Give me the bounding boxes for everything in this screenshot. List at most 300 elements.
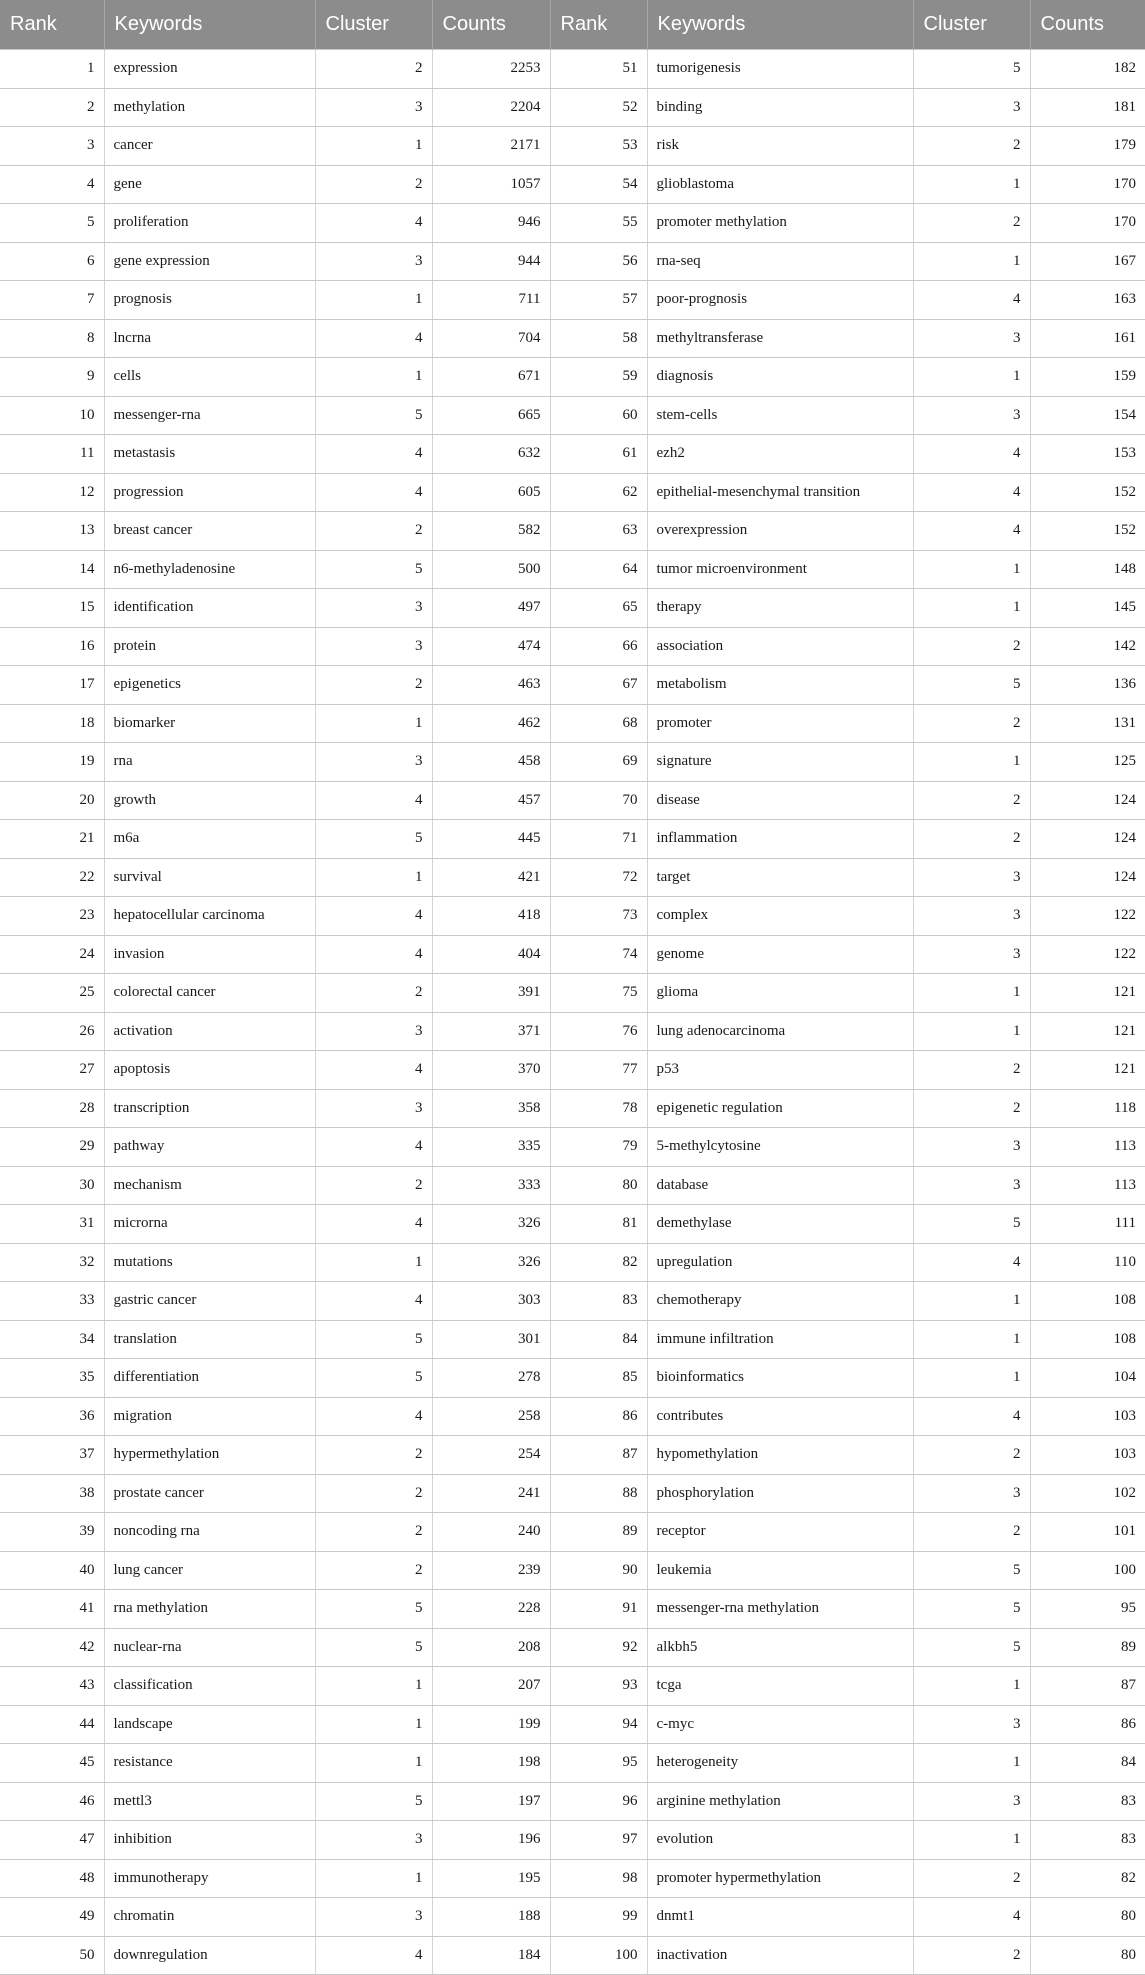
table-row bbox=[0, 1282, 1145, 1321]
cell-cluster-right: 1 bbox=[913, 1320, 1030, 1359]
cell-count-left: 500 bbox=[432, 550, 550, 589]
cell-count-left: 335 bbox=[432, 1128, 550, 1167]
cell-count-left: 605 bbox=[432, 473, 550, 512]
cell-rank-left: 4 bbox=[0, 165, 104, 204]
cell-count-right: 161 bbox=[1030, 319, 1145, 358]
cell-cluster-right: 3 bbox=[913, 88, 1030, 127]
cell-keyword-left: nuclear-rna bbox=[104, 1628, 315, 1667]
cell-cluster-left: 4 bbox=[315, 1128, 432, 1167]
cell-count-right: 113 bbox=[1030, 1128, 1145, 1167]
cell-keyword-left: prostate cancer bbox=[104, 1474, 315, 1513]
cell-rank-right: 88 bbox=[550, 1474, 647, 1513]
cell-count-left: 326 bbox=[432, 1243, 550, 1282]
cell-count-right: 103 bbox=[1030, 1397, 1145, 1436]
cell-rank-right: 59 bbox=[550, 358, 647, 397]
table-row bbox=[0, 281, 1145, 320]
cell-rank-right: 84 bbox=[550, 1320, 647, 1359]
cell-count-right: 145 bbox=[1030, 589, 1145, 628]
cell-count-right: 122 bbox=[1030, 935, 1145, 974]
cell-cluster-right: 5 bbox=[913, 1205, 1030, 1244]
cell-rank-left: 22 bbox=[0, 858, 104, 897]
cell-rank-left: 42 bbox=[0, 1628, 104, 1667]
cell-count-right: 131 bbox=[1030, 704, 1145, 743]
table-row bbox=[0, 1012, 1145, 1051]
cell-rank-left: 15 bbox=[0, 589, 104, 628]
cell-keyword-left: growth bbox=[104, 781, 315, 820]
cell-count-left: 358 bbox=[432, 1089, 550, 1128]
cell-rank-right: 96 bbox=[550, 1782, 647, 1821]
cell-rank-right: 93 bbox=[550, 1667, 647, 1706]
cell-cluster-right: 5 bbox=[913, 1551, 1030, 1590]
cell-cluster-right: 1 bbox=[913, 550, 1030, 589]
table-row bbox=[0, 88, 1145, 127]
cell-count-right: 110 bbox=[1030, 1243, 1145, 1282]
cell-keyword-right: promoter methylation bbox=[647, 204, 913, 243]
cell-rank-left: 29 bbox=[0, 1128, 104, 1167]
cell-count-right: 84 bbox=[1030, 1744, 1145, 1783]
cell-keyword-left: protein bbox=[104, 627, 315, 666]
cell-cluster-right: 1 bbox=[913, 1821, 1030, 1860]
cell-count-right: 170 bbox=[1030, 204, 1145, 243]
cell-count-left: 197 bbox=[432, 1782, 550, 1821]
cell-rank-left: 48 bbox=[0, 1859, 104, 1898]
table-row bbox=[0, 165, 1145, 204]
table-row bbox=[0, 1859, 1145, 1898]
cell-count-left: 474 bbox=[432, 627, 550, 666]
cell-keyword-left: cells bbox=[104, 358, 315, 397]
cell-rank-right: 78 bbox=[550, 1089, 647, 1128]
cell-count-left: 463 bbox=[432, 666, 550, 705]
cell-cluster-left: 5 bbox=[315, 1782, 432, 1821]
cell-count-right: 182 bbox=[1030, 50, 1145, 89]
cell-cluster-right: 2 bbox=[913, 820, 1030, 859]
cell-rank-left: 31 bbox=[0, 1205, 104, 1244]
cell-keyword-right: binding bbox=[647, 88, 913, 127]
cell-count-right: 124 bbox=[1030, 781, 1145, 820]
cell-rank-left: 9 bbox=[0, 358, 104, 397]
cell-keyword-right: stem-cells bbox=[647, 396, 913, 435]
cell-count-left: 665 bbox=[432, 396, 550, 435]
table-row bbox=[0, 1359, 1145, 1398]
cell-count-left: 254 bbox=[432, 1436, 550, 1475]
cell-keyword-left: mutations bbox=[104, 1243, 315, 1282]
cell-cluster-right: 4 bbox=[913, 1243, 1030, 1282]
cell-cluster-left: 4 bbox=[315, 897, 432, 936]
cell-keyword-right: upregulation bbox=[647, 1243, 913, 1282]
cell-cluster-left: 5 bbox=[315, 820, 432, 859]
cell-count-left: 497 bbox=[432, 589, 550, 628]
cell-rank-right: 94 bbox=[550, 1705, 647, 1744]
cell-keyword-right: epithelial-mesenchymal transition bbox=[647, 473, 913, 512]
cell-keyword-left: chromatin bbox=[104, 1898, 315, 1937]
cell-rank-right: 91 bbox=[550, 1590, 647, 1629]
cell-rank-right: 53 bbox=[550, 127, 647, 166]
table-row bbox=[0, 1898, 1145, 1937]
cell-cluster-left: 3 bbox=[315, 242, 432, 281]
cell-keyword-left: migration bbox=[104, 1397, 315, 1436]
table-row bbox=[0, 50, 1145, 89]
cell-cluster-left: 5 bbox=[315, 1359, 432, 1398]
table-row bbox=[0, 627, 1145, 666]
cell-count-right: 108 bbox=[1030, 1282, 1145, 1321]
cell-cluster-right: 1 bbox=[913, 743, 1030, 782]
cell-keyword-left: gene expression bbox=[104, 242, 315, 281]
cell-count-left: 198 bbox=[432, 1744, 550, 1783]
cell-keyword-right: diagnosis bbox=[647, 358, 913, 397]
cell-keyword-left: immunotherapy bbox=[104, 1859, 315, 1898]
table-row bbox=[0, 358, 1145, 397]
cell-keyword-left: n6-methyladenosine bbox=[104, 550, 315, 589]
cell-rank-right: 75 bbox=[550, 974, 647, 1013]
cell-cluster-right: 4 bbox=[913, 435, 1030, 474]
cell-rank-left: 49 bbox=[0, 1898, 104, 1937]
cell-rank-left: 27 bbox=[0, 1051, 104, 1090]
cell-cluster-right: 2 bbox=[913, 627, 1030, 666]
cell-cluster-right: 4 bbox=[913, 1397, 1030, 1436]
cell-cluster-left: 5 bbox=[315, 396, 432, 435]
cell-rank-right: 81 bbox=[550, 1205, 647, 1244]
cell-cluster-right: 3 bbox=[913, 1128, 1030, 1167]
cell-count-right: 95 bbox=[1030, 1590, 1145, 1629]
cell-cluster-left: 4 bbox=[315, 1051, 432, 1090]
cell-keyword-right: chemotherapy bbox=[647, 1282, 913, 1321]
cell-cluster-right: 4 bbox=[913, 512, 1030, 551]
cell-keyword-right: inflammation bbox=[647, 820, 913, 859]
table-row bbox=[0, 858, 1145, 897]
cell-keyword-left: breast cancer bbox=[104, 512, 315, 551]
cell-count-right: 181 bbox=[1030, 88, 1145, 127]
cell-cluster-right: 1 bbox=[913, 242, 1030, 281]
cell-rank-left: 37 bbox=[0, 1436, 104, 1475]
cell-keyword-right: inactivation bbox=[647, 1936, 913, 1975]
cell-keyword-left: classification bbox=[104, 1667, 315, 1706]
cell-rank-right: 54 bbox=[550, 165, 647, 204]
table-row bbox=[0, 897, 1145, 936]
cell-cluster-right: 1 bbox=[913, 1359, 1030, 1398]
cell-keyword-left: metastasis bbox=[104, 435, 315, 474]
cell-keyword-right: database bbox=[647, 1166, 913, 1205]
cell-cluster-right: 2 bbox=[913, 704, 1030, 743]
cell-cluster-right: 3 bbox=[913, 897, 1030, 936]
cell-cluster-right: 3 bbox=[913, 935, 1030, 974]
cell-rank-left: 45 bbox=[0, 1744, 104, 1783]
cell-rank-left: 18 bbox=[0, 704, 104, 743]
cell-cluster-left: 1 bbox=[315, 1667, 432, 1706]
cell-rank-right: 66 bbox=[550, 627, 647, 666]
cell-keyword-left: expression bbox=[104, 50, 315, 89]
header-cluster-left: Cluster bbox=[315, 0, 432, 50]
table-row bbox=[0, 204, 1145, 243]
table-row bbox=[0, 1089, 1145, 1128]
cell-count-left: 2253 bbox=[432, 50, 550, 89]
table-row bbox=[0, 1551, 1145, 1590]
cell-cluster-left: 2 bbox=[315, 1551, 432, 1590]
cell-cluster-right: 3 bbox=[913, 1782, 1030, 1821]
cell-rank-left: 7 bbox=[0, 281, 104, 320]
table-row bbox=[0, 820, 1145, 859]
cell-rank-right: 62 bbox=[550, 473, 647, 512]
cell-count-right: 152 bbox=[1030, 512, 1145, 551]
header-keywords-right: Keywords bbox=[647, 0, 913, 50]
cell-keyword-right: p53 bbox=[647, 1051, 913, 1090]
table-row bbox=[0, 127, 1145, 166]
cell-rank-left: 44 bbox=[0, 1705, 104, 1744]
cell-rank-right: 68 bbox=[550, 704, 647, 743]
cell-rank-left: 1 bbox=[0, 50, 104, 89]
cell-count-left: 241 bbox=[432, 1474, 550, 1513]
cell-cluster-left: 1 bbox=[315, 281, 432, 320]
cell-count-left: 303 bbox=[432, 1282, 550, 1321]
table-row bbox=[0, 1590, 1145, 1629]
cell-keyword-right: therapy bbox=[647, 589, 913, 628]
cell-rank-left: 19 bbox=[0, 743, 104, 782]
cell-keyword-left: methylation bbox=[104, 88, 315, 127]
cell-cluster-right: 2 bbox=[913, 1936, 1030, 1975]
cell-keyword-right: complex bbox=[647, 897, 913, 936]
cell-count-left: 946 bbox=[432, 204, 550, 243]
cell-rank-right: 56 bbox=[550, 242, 647, 281]
cell-rank-left: 17 bbox=[0, 666, 104, 705]
cell-rank-left: 33 bbox=[0, 1282, 104, 1321]
cell-count-right: 153 bbox=[1030, 435, 1145, 474]
cell-count-right: 89 bbox=[1030, 1628, 1145, 1667]
cell-count-right: 125 bbox=[1030, 743, 1145, 782]
cell-keyword-right: demethylase bbox=[647, 1205, 913, 1244]
cell-rank-right: 87 bbox=[550, 1436, 647, 1475]
cell-cluster-left: 5 bbox=[315, 1590, 432, 1629]
cell-cluster-left: 1 bbox=[315, 1243, 432, 1282]
header-rank-right: Rank bbox=[550, 0, 647, 50]
cell-cluster-right: 2 bbox=[913, 204, 1030, 243]
cell-keyword-left: epigenetics bbox=[104, 666, 315, 705]
cell-rank-right: 97 bbox=[550, 1821, 647, 1860]
table-body bbox=[0, 50, 1145, 1975]
cell-count-left: 671 bbox=[432, 358, 550, 397]
cell-rank-left: 6 bbox=[0, 242, 104, 281]
table-row bbox=[0, 550, 1145, 589]
cell-count-right: 100 bbox=[1030, 1551, 1145, 1590]
cell-count-left: 458 bbox=[432, 743, 550, 782]
cell-keyword-right: genome bbox=[647, 935, 913, 974]
cell-cluster-left: 2 bbox=[315, 1166, 432, 1205]
cell-rank-left: 20 bbox=[0, 781, 104, 820]
cell-count-left: 199 bbox=[432, 1705, 550, 1744]
table-row bbox=[0, 1667, 1145, 1706]
cell-rank-right: 77 bbox=[550, 1051, 647, 1090]
cell-count-right: 124 bbox=[1030, 820, 1145, 859]
table-row bbox=[0, 435, 1145, 474]
table-row bbox=[0, 1936, 1145, 1975]
table-row bbox=[0, 1051, 1145, 1090]
table-row bbox=[0, 1243, 1145, 1282]
cell-keyword-right: metabolism bbox=[647, 666, 913, 705]
cell-keyword-left: progression bbox=[104, 473, 315, 512]
cell-keyword-left: transcription bbox=[104, 1089, 315, 1128]
cell-cluster-left: 1 bbox=[315, 358, 432, 397]
cell-rank-right: 82 bbox=[550, 1243, 647, 1282]
cell-count-left: 418 bbox=[432, 897, 550, 936]
cell-keyword-right: hypomethylation bbox=[647, 1436, 913, 1475]
table-row bbox=[0, 1436, 1145, 1475]
cell-keyword-left: biomarker bbox=[104, 704, 315, 743]
cell-rank-right: 83 bbox=[550, 1282, 647, 1321]
cell-cluster-right: 1 bbox=[913, 1744, 1030, 1783]
cell-keyword-right: arginine methylation bbox=[647, 1782, 913, 1821]
table-row bbox=[0, 1782, 1145, 1821]
cell-cluster-right: 3 bbox=[913, 1166, 1030, 1205]
cell-count-left: 704 bbox=[432, 319, 550, 358]
cell-keyword-left: prognosis bbox=[104, 281, 315, 320]
cell-rank-left: 47 bbox=[0, 1821, 104, 1860]
cell-keyword-left: messenger-rna bbox=[104, 396, 315, 435]
header-cluster-right: Cluster bbox=[913, 0, 1030, 50]
cell-rank-right: 51 bbox=[550, 50, 647, 89]
cell-rank-left: 10 bbox=[0, 396, 104, 435]
cell-rank-right: 57 bbox=[550, 281, 647, 320]
cell-count-left: 196 bbox=[432, 1821, 550, 1860]
cell-count-left: 207 bbox=[432, 1667, 550, 1706]
cell-count-left: 370 bbox=[432, 1051, 550, 1090]
cell-rank-right: 55 bbox=[550, 204, 647, 243]
header-counts-left: Counts bbox=[432, 0, 550, 50]
cell-cluster-left: 1 bbox=[315, 1744, 432, 1783]
cell-count-left: 944 bbox=[432, 242, 550, 281]
cell-count-right: 87 bbox=[1030, 1667, 1145, 1706]
cell-rank-right: 70 bbox=[550, 781, 647, 820]
cell-cluster-right: 1 bbox=[913, 1282, 1030, 1321]
cell-rank-left: 39 bbox=[0, 1513, 104, 1552]
cell-keyword-left: microrna bbox=[104, 1205, 315, 1244]
cell-rank-right: 80 bbox=[550, 1166, 647, 1205]
cell-keyword-left: identification bbox=[104, 589, 315, 628]
table-row bbox=[0, 396, 1145, 435]
cell-keyword-left: differentiation bbox=[104, 1359, 315, 1398]
cell-keyword-right: rna-seq bbox=[647, 242, 913, 281]
cell-keyword-right: methyltransferase bbox=[647, 319, 913, 358]
cell-cluster-right: 5 bbox=[913, 1590, 1030, 1629]
cell-cluster-right: 3 bbox=[913, 1474, 1030, 1513]
cell-count-right: 111 bbox=[1030, 1205, 1145, 1244]
cell-count-left: 239 bbox=[432, 1551, 550, 1590]
cell-keyword-left: apoptosis bbox=[104, 1051, 315, 1090]
cell-count-right: 83 bbox=[1030, 1821, 1145, 1860]
cell-keyword-left: noncoding rna bbox=[104, 1513, 315, 1552]
table-row bbox=[0, 242, 1145, 281]
cell-count-right: 148 bbox=[1030, 550, 1145, 589]
table-row bbox=[0, 512, 1145, 551]
cell-cluster-left: 3 bbox=[315, 88, 432, 127]
cell-count-right: 108 bbox=[1030, 1320, 1145, 1359]
cell-rank-left: 32 bbox=[0, 1243, 104, 1282]
cell-count-left: 2171 bbox=[432, 127, 550, 166]
cell-rank-left: 12 bbox=[0, 473, 104, 512]
cell-keyword-left: hypermethylation bbox=[104, 1436, 315, 1475]
cell-cluster-left: 2 bbox=[315, 1474, 432, 1513]
cell-rank-left: 13 bbox=[0, 512, 104, 551]
cell-keyword-right: tcga bbox=[647, 1667, 913, 1706]
cell-count-right: 154 bbox=[1030, 396, 1145, 435]
cell-keyword-left: mettl3 bbox=[104, 1782, 315, 1821]
cell-rank-right: 71 bbox=[550, 820, 647, 859]
cell-rank-right: 90 bbox=[550, 1551, 647, 1590]
cell-cluster-right: 3 bbox=[913, 396, 1030, 435]
cell-keyword-right: glioblastoma bbox=[647, 165, 913, 204]
cell-count-right: 80 bbox=[1030, 1898, 1145, 1937]
cell-keyword-left: rna bbox=[104, 743, 315, 782]
cell-rank-right: 95 bbox=[550, 1744, 647, 1783]
cell-count-right: 142 bbox=[1030, 627, 1145, 666]
cell-cluster-left: 1 bbox=[315, 127, 432, 166]
cell-rank-left: 2 bbox=[0, 88, 104, 127]
cell-keyword-right: disease bbox=[647, 781, 913, 820]
table-row bbox=[0, 935, 1145, 974]
cell-keyword-left: gene bbox=[104, 165, 315, 204]
cell-rank-right: 58 bbox=[550, 319, 647, 358]
cell-keyword-left: activation bbox=[104, 1012, 315, 1051]
cell-count-right: 102 bbox=[1030, 1474, 1145, 1513]
cell-rank-right: 65 bbox=[550, 589, 647, 628]
cell-cluster-left: 4 bbox=[315, 781, 432, 820]
cell-rank-left: 14 bbox=[0, 550, 104, 589]
cell-count-right: 121 bbox=[1030, 974, 1145, 1013]
cell-cluster-left: 4 bbox=[315, 473, 432, 512]
cell-cluster-right: 5 bbox=[913, 666, 1030, 705]
cell-keyword-right: epigenetic regulation bbox=[647, 1089, 913, 1128]
cell-keyword-left: invasion bbox=[104, 935, 315, 974]
table-row bbox=[0, 704, 1145, 743]
cell-cluster-left: 3 bbox=[315, 1898, 432, 1937]
cell-rank-left: 8 bbox=[0, 319, 104, 358]
cell-rank-left: 26 bbox=[0, 1012, 104, 1051]
table-row bbox=[0, 743, 1145, 782]
cell-cluster-left: 5 bbox=[315, 550, 432, 589]
cell-count-left: 582 bbox=[432, 512, 550, 551]
cell-cluster-right: 1 bbox=[913, 1667, 1030, 1706]
cell-cluster-left: 1 bbox=[315, 1859, 432, 1898]
cell-rank-right: 98 bbox=[550, 1859, 647, 1898]
table-row bbox=[0, 1320, 1145, 1359]
cell-count-left: 208 bbox=[432, 1628, 550, 1667]
cell-rank-right: 63 bbox=[550, 512, 647, 551]
cell-keyword-left: proliferation bbox=[104, 204, 315, 243]
cell-keyword-right: dnmt1 bbox=[647, 1898, 913, 1937]
cell-cluster-left: 2 bbox=[315, 1513, 432, 1552]
header-keywords-left: Keywords bbox=[104, 0, 315, 50]
cell-keyword-right: overexpression bbox=[647, 512, 913, 551]
cell-rank-left: 46 bbox=[0, 1782, 104, 1821]
cell-count-left: 711 bbox=[432, 281, 550, 320]
table-row bbox=[0, 666, 1145, 705]
cell-cluster-left: 4 bbox=[315, 1282, 432, 1321]
cell-keyword-left: lung cancer bbox=[104, 1551, 315, 1590]
cell-rank-right: 72 bbox=[550, 858, 647, 897]
cell-rank-right: 79 bbox=[550, 1128, 647, 1167]
cell-cluster-right: 1 bbox=[913, 165, 1030, 204]
cell-count-right: 82 bbox=[1030, 1859, 1145, 1898]
cell-count-right: 103 bbox=[1030, 1436, 1145, 1475]
cell-count-left: 445 bbox=[432, 820, 550, 859]
cell-cluster-left: 2 bbox=[315, 974, 432, 1013]
cell-count-left: 333 bbox=[432, 1166, 550, 1205]
cell-rank-left: 43 bbox=[0, 1667, 104, 1706]
cell-rank-right: 52 bbox=[550, 88, 647, 127]
cell-keyword-right: heterogeneity bbox=[647, 1744, 913, 1783]
cell-count-left: 421 bbox=[432, 858, 550, 897]
cell-rank-right: 92 bbox=[550, 1628, 647, 1667]
cell-rank-left: 50 bbox=[0, 1936, 104, 1975]
header-counts-right: Counts bbox=[1030, 0, 1145, 50]
cell-count-left: 371 bbox=[432, 1012, 550, 1051]
